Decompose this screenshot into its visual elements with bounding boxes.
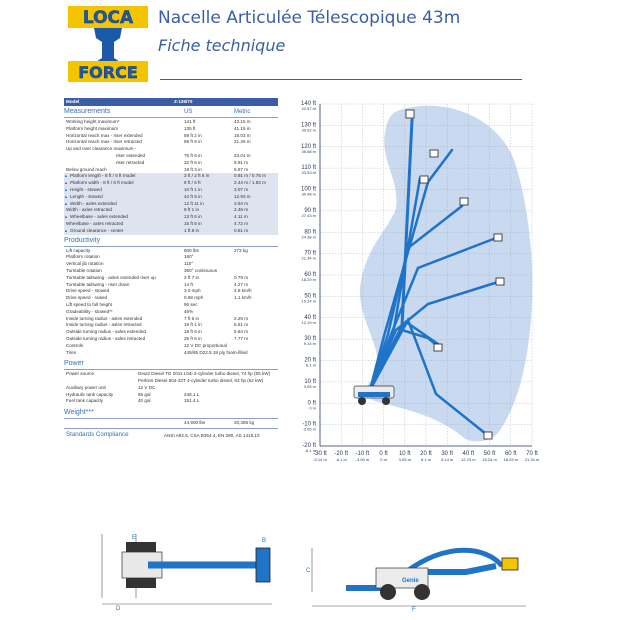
spec-row-us: 59 ft 2 in: [184, 132, 202, 138]
y-tick-m: -6.1 m: [304, 448, 316, 453]
spec-row-label: Platform width - 8 ft / 6 ft model: [70, 180, 134, 186]
measurements-heading: [64, 108, 278, 116]
spec-row-us: 135 ft: [184, 125, 196, 131]
spec-row-label: Length - stowed: [70, 193, 103, 199]
working-range-diagram: [278, 98, 540, 475]
measurements-title: Measurements: [64, 108, 111, 115]
x-tick-ft: 20 ft: [420, 451, 432, 457]
metric-col-heading: Metric: [234, 109, 251, 115]
spec-row-label: Inside turning radius - axles extended: [66, 315, 143, 321]
spec-row-metric: 3.94 m: [234, 200, 249, 206]
model-label: Model: [66, 98, 80, 104]
x-tick-ft: 40 ft: [462, 451, 475, 457]
marker-label: D: [116, 606, 121, 612]
x-tick-m: 18.29 m: [503, 457, 519, 462]
y-tick-m: 42.67 m: [301, 106, 316, 111]
y-tick-ft: 40 ft: [304, 314, 316, 321]
marker-label: B: [262, 538, 267, 544]
spec-row-us: 13 ft 6 in: [184, 214, 202, 220]
x-axis: [313, 446, 540, 462]
basket-2: [430, 150, 438, 157]
loca-force-logo: [64, 4, 152, 84]
spec-row-label: Width - axles extended: [70, 200, 117, 206]
machine-base: [354, 386, 394, 405]
spec-table: [64, 98, 278, 440]
spec-row-metric: 4.11 m: [234, 214, 248, 220]
logo-line1: LOCA: [82, 8, 134, 28]
spec-row-us: 42 ft 5 in: [184, 193, 202, 199]
spec-row-us: 96 sec: [184, 301, 198, 307]
spec-row-label: Horizontal reach max - riser extended: [66, 132, 143, 138]
productivity-title: Productivity: [64, 236, 101, 244]
basket-1: [406, 110, 414, 118]
spec-row-label: Height - stowed: [70, 186, 102, 192]
us-col-heading: US: [184, 109, 193, 115]
y-tick-m: -3.05 m: [302, 426, 316, 432]
spec-row-label: Vertical jib rotation: [66, 261, 104, 267]
basket-3: [420, 176, 428, 183]
x-tick-m: 3.05 m: [398, 457, 411, 462]
logo-line2: FORCE: [78, 63, 138, 82]
spec-row: [64, 153, 278, 160]
marker-triangle-icon: ▲: [64, 180, 68, 186]
spec-row-us: 7 ft 6 in: [184, 315, 200, 321]
spec-row-label: Working height maximum*: [66, 119, 120, 124]
spec-row-label: Turntable tailswing - riser down: [66, 281, 130, 287]
spec-row-us: 40 gal: [138, 398, 151, 404]
y-tick-ft: 30 ft: [304, 336, 316, 343]
y-tick-m: 6.1 m: [305, 362, 316, 368]
spec-row: [64, 180, 278, 187]
x-tick-ft: 10 ft: [398, 451, 411, 457]
spec-row: [64, 282, 278, 289]
spec-row-metric: 43.15 m: [234, 119, 251, 124]
spec-row: [64, 275, 278, 282]
spec-row-metric: 7.77 m: [234, 335, 249, 341]
spec-row-label: Tires: [66, 349, 77, 355]
spec-row: [64, 146, 278, 153]
x-tick-m: 12.19 m: [461, 457, 476, 462]
spec-row: [64, 268, 278, 275]
basket-7: [434, 344, 442, 351]
spec-row-label: Platform length - 8 ft / 6 ft model: [70, 173, 136, 179]
spec-row-us: 600 lbs: [184, 247, 199, 253]
y-tick-m: 9.14 m: [303, 341, 316, 347]
spec-row: [64, 378, 278, 385]
title-divider: [160, 79, 522, 80]
y-tick-ft: 130 ft: [300, 122, 316, 129]
spec-row-us: 45%: [184, 308, 194, 314]
spec-row-us: 75 ft 6 in: [184, 152, 202, 158]
marker-triangle-icon: ▲: [64, 173, 68, 179]
basket-4: [460, 198, 468, 205]
spec-row-us: 360° continuous: [184, 267, 217, 273]
spec-row-us: 0.68 mph: [184, 295, 204, 301]
spec-row-us: 25 ft 6 in: [184, 335, 202, 341]
spec-row: [64, 302, 278, 309]
spec-row: [64, 385, 278, 392]
marker-triangle-icon: ▲: [64, 214, 68, 220]
standards-value: ANSI A92.5, CSA B354.4, EN 280, AS 1418.10: [164, 433, 260, 439]
machine-brand: Genie: [402, 578, 419, 584]
y-tick-ft: 20 ft: [304, 357, 316, 364]
basket-5: [494, 234, 502, 241]
spec-row-label: Controls: [66, 342, 84, 348]
platform-top-view: [256, 548, 270, 582]
spec-row-us: 12 ft 11 in: [184, 200, 204, 206]
spec-row-label: Auxiliary power unit: [66, 384, 106, 390]
productivity-heading: [64, 237, 278, 245]
spec-row-metric: 23.01 m: [234, 152, 251, 158]
spec-row-metric: 12.93 m: [234, 193, 251, 199]
weight-heading: [64, 409, 278, 417]
y-tick-ft: 90 ft: [304, 207, 316, 214]
x-tick-m: 9.14 m: [441, 457, 454, 462]
spec-row-us: 110°: [184, 261, 194, 267]
spec-row-metric: 21.26 m: [234, 139, 251, 145]
weight-row: [64, 420, 278, 427]
spec-row-metric: 9.91 m: [234, 159, 249, 165]
marker-triangle-icon: ▲: [64, 186, 68, 192]
x-tick-ft: 30 ft: [441, 451, 454, 457]
spec-row-us: 2 ft 7 in: [184, 274, 200, 280]
x-tick-ft: -30 ft: [313, 451, 327, 457]
power-heading: [64, 360, 278, 368]
y-tick-m: 18.29 m: [301, 277, 316, 282]
spec-row: [64, 322, 278, 329]
y-tick-ft: 110 ft: [301, 165, 316, 172]
spec-row-label: Lift speed to full height: [66, 301, 112, 307]
page-title: Nacelle Articulée Télescopique 43m: [158, 8, 461, 28]
spec-row: [64, 343, 278, 350]
spec-row-label: Width - axles retracted: [66, 207, 112, 213]
spec-row: [64, 248, 278, 255]
marker-label: C: [306, 568, 311, 574]
spec-row: [64, 194, 278, 201]
y-tick-ft: 60 ft: [304, 272, 316, 278]
marker-triangle-icon: ▲: [64, 200, 68, 206]
x-tick-m: 6.1 m: [420, 457, 432, 462]
y-tick-m: 21.34 m: [301, 255, 316, 261]
productivity-rows: [64, 248, 278, 357]
spec-row-label: Inside turning radius - axles retracted: [66, 322, 142, 328]
spec-row-us: 8 ft / 6 ft: [184, 180, 201, 186]
spec-row-us: Perkins Diesel 804-33T 4-cylinder turbo diesel, 83 hp (62 kW): [138, 378, 264, 384]
spec-row-metric: 0.79 m: [234, 274, 249, 280]
spec-row-label: Drive speed - stowed: [66, 288, 110, 294]
marker-label: F: [412, 607, 416, 612]
power-title: Power: [64, 360, 84, 368]
measurements-rows: [64, 119, 278, 235]
spec-row-label: Outside turning radius - axles retracted: [66, 335, 146, 341]
spec-row: [64, 254, 278, 261]
top-view-drawing: [96, 528, 286, 617]
y-axis: [301, 101, 320, 453]
spec-row-label: Ground clearance - center: [70, 227, 124, 233]
spec-row-label: Wheelbase - axles extended: [70, 214, 128, 220]
spec-row-us: 19 ft 3 in: [184, 166, 202, 172]
spec-row: [64, 309, 278, 316]
model-value: Z-135/70: [174, 98, 193, 104]
spec-row: [64, 350, 278, 357]
basket-6: [496, 278, 504, 285]
spec-row: [64, 173, 278, 180]
y-tick-m: 27.43 m: [301, 212, 316, 218]
y-tick-ft: 0 ft: [307, 400, 316, 407]
spec-row: [64, 187, 278, 194]
y-tick-m: 3.05 m: [303, 383, 316, 389]
y-tick-ft: 100 ft: [300, 186, 316, 193]
spec-row-us: 445/65 D22.5 18 ply foam-filled: [184, 349, 248, 355]
spec-row: [64, 392, 278, 399]
marker-triangle-icon: ▲: [64, 227, 68, 233]
y-tick-ft: 10 ft: [304, 378, 316, 385]
spec-row-label: Turntable rotation: [66, 267, 102, 273]
y-tick-m: 36.58 m: [301, 148, 316, 154]
y-tick-ft: 120 ft: [300, 143, 316, 150]
spec-row: [64, 221, 278, 228]
spec-row-metric: 272 kg: [234, 247, 248, 253]
x-tick-m: -9.14 m: [313, 457, 327, 462]
y-tick-m: 15.24 m: [301, 298, 316, 304]
spec-row-us: 18 ft 6 in: [184, 329, 202, 335]
y-tick-ft: 50 ft: [304, 293, 316, 300]
y-tick-ft: 140 ft: [300, 101, 316, 107]
y-tick-ft: -10 ft: [302, 421, 316, 428]
spec-row-us: 10 ft 1 in: [184, 186, 202, 192]
spec-row-us: 1 ft 8 in: [184, 227, 200, 233]
spec-row: [64, 329, 278, 336]
y-tick-ft: -20 ft: [302, 443, 316, 449]
spec-row: [64, 398, 278, 405]
platform-side-view: [502, 558, 518, 570]
spec-row-us: 3 ft / 2 ft 6 in: [184, 173, 210, 179]
spec-row-us: 3.0 mph: [184, 288, 201, 294]
standards-row: [64, 432, 278, 440]
x-tick-m: 0 m: [380, 457, 387, 462]
spec-row-label: riser retracted: [116, 159, 145, 165]
spec-row-metric: 0.51 m: [234, 227, 249, 233]
spec-row-us: 32 ft 6 in: [184, 159, 202, 165]
spec-row-label: Power source: [66, 371, 95, 377]
spec-row-label: riser extended: [116, 152, 146, 158]
spec-row-us: 12 V DC proportional: [184, 342, 227, 348]
spec-row-metric: 3.07 m: [234, 186, 249, 192]
spec-row-label: Horizontal reach max - riser retracted: [66, 139, 142, 145]
spec-row: [64, 167, 278, 174]
spec-row-metric: 2.46 m: [234, 207, 249, 213]
spec-row: [64, 228, 278, 235]
spec-row: [64, 160, 278, 167]
spec-row-us: 8 ft 1 in: [184, 207, 200, 213]
spec-row: [64, 119, 278, 126]
spec-row: [64, 133, 278, 140]
y-tick-ft: 70 ft: [304, 250, 316, 257]
spec-row: [64, 336, 278, 343]
model-header: [64, 98, 278, 106]
spec-row: [64, 207, 278, 214]
spec-row-label: Turntable tailswing - axles extended riser up: [66, 274, 156, 280]
spec-row-metric: 41.15 m: [234, 125, 251, 131]
spec-row-metric: 246.1 L: [184, 391, 200, 397]
spec-row-us: 160°: [184, 254, 194, 260]
x-tick-ft: 0 ft: [379, 451, 388, 457]
spec-row-metric: 5.51 m: [234, 322, 249, 328]
spec-row-metric: 4.72 m: [234, 220, 249, 226]
spec-row: [64, 201, 278, 208]
spec-row-metric: 2.44 m / 1.83 m: [234, 180, 266, 186]
spec-row-label: Wheelbase - axles retracted: [66, 220, 124, 226]
spec-row-label: Below ground reach: [66, 166, 107, 172]
spec-row-label: Up and over clearance maximum -: [66, 146, 137, 152]
x-tick-ft: -10 ft: [355, 451, 370, 457]
spec-row-us: 141 ft: [184, 119, 196, 124]
spec-row-metric: 18.03 m: [234, 132, 251, 138]
x-tick-ft: 70 ft: [526, 451, 538, 457]
page-subtitle: Fiche technique: [158, 36, 286, 55]
spec-row-metric: 2.29 m: [234, 315, 249, 321]
spec-row-us: 15 ft 6 in: [184, 220, 202, 226]
spec-row-label: Platform height maximum: [66, 125, 119, 131]
spec-row: [64, 295, 278, 302]
spec-row: [64, 371, 278, 378]
y-tick-m: 30.48 m: [301, 191, 316, 197]
spec-row-label: Fuel tank capacity: [66, 398, 104, 404]
basket-8: [484, 432, 492, 439]
weight-us: 44,900 lbs: [184, 420, 206, 426]
y-tick-m: 12.19 m: [301, 319, 316, 325]
spec-row: [64, 214, 278, 221]
x-tick-m: 21.34 m: [524, 457, 540, 462]
spec-row: [64, 316, 278, 323]
weight-title: Weight***: [64, 409, 94, 417]
spec-row: [64, 126, 278, 133]
spec-row-us: 65 gal: [138, 391, 151, 397]
spec-row-metric: 5.87 m: [234, 166, 249, 172]
spec-row: [64, 139, 278, 146]
spec-row-us: Deutz Diesel TD 2011 L04i 4-cylinder turbo diesel, 74 hp (55 kW): [138, 371, 271, 377]
x-tick-m: 15.24 m: [482, 457, 497, 462]
y-tick-m: 24.38 m: [301, 234, 316, 240]
spec-row-label: Platform rotation: [66, 254, 100, 260]
marker-label: E: [132, 535, 137, 541]
y-tick-m: 39.62 m: [301, 127, 316, 133]
spec-row-us: 69 ft 9 in: [184, 139, 202, 145]
side-view-drawing: [306, 528, 536, 617]
spec-row-us: 12 V DC: [138, 384, 156, 390]
spec-row-label: Drive speed - raised: [66, 295, 108, 301]
x-tick-ft: 60 ft: [504, 451, 517, 457]
y-tick-m: 0 m: [309, 405, 316, 411]
x-tick-m: -6.1 m: [335, 457, 347, 462]
spec-row-label: Lift capacity: [66, 247, 91, 253]
x-tick-ft: 50 ft: [483, 451, 496, 457]
spec-row-us: 18 ft 1 in: [184, 322, 202, 328]
spec-row-metric: 5.64 m: [234, 329, 249, 335]
marker-triangle-icon: ▲: [64, 193, 68, 199]
y-tick-ft: 80 ft: [304, 229, 316, 236]
x-tick-ft: -20 ft: [334, 451, 349, 457]
spec-row: [64, 288, 278, 295]
spec-row-label: Outside turning radius - axles extended: [66, 329, 146, 335]
weight-metric: 20,366 kg: [234, 420, 255, 426]
power-rows: [64, 371, 278, 405]
spec-row-metric: 4.27 m: [234, 281, 249, 287]
spec-row-label: Hydraulic tank capacity: [66, 391, 114, 397]
spec-row-metric: 0.91 m / 0.76 m: [234, 173, 266, 179]
spec-row-metric: 1.1 km/h: [234, 295, 252, 301]
spec-row-label: Gradeability - stowed**: [66, 308, 113, 314]
standards-label: Standards Compliance: [66, 431, 129, 439]
y-tick-m: 33.53 m: [301, 170, 316, 176]
spec-row-metric: 151.4 L: [184, 398, 200, 404]
x-tick-m: -3.05 m: [355, 457, 370, 462]
spec-row-metric: 4.8 km/h: [234, 288, 252, 294]
spec-row: [64, 261, 278, 268]
spec-row-us: 14 ft: [184, 281, 193, 287]
